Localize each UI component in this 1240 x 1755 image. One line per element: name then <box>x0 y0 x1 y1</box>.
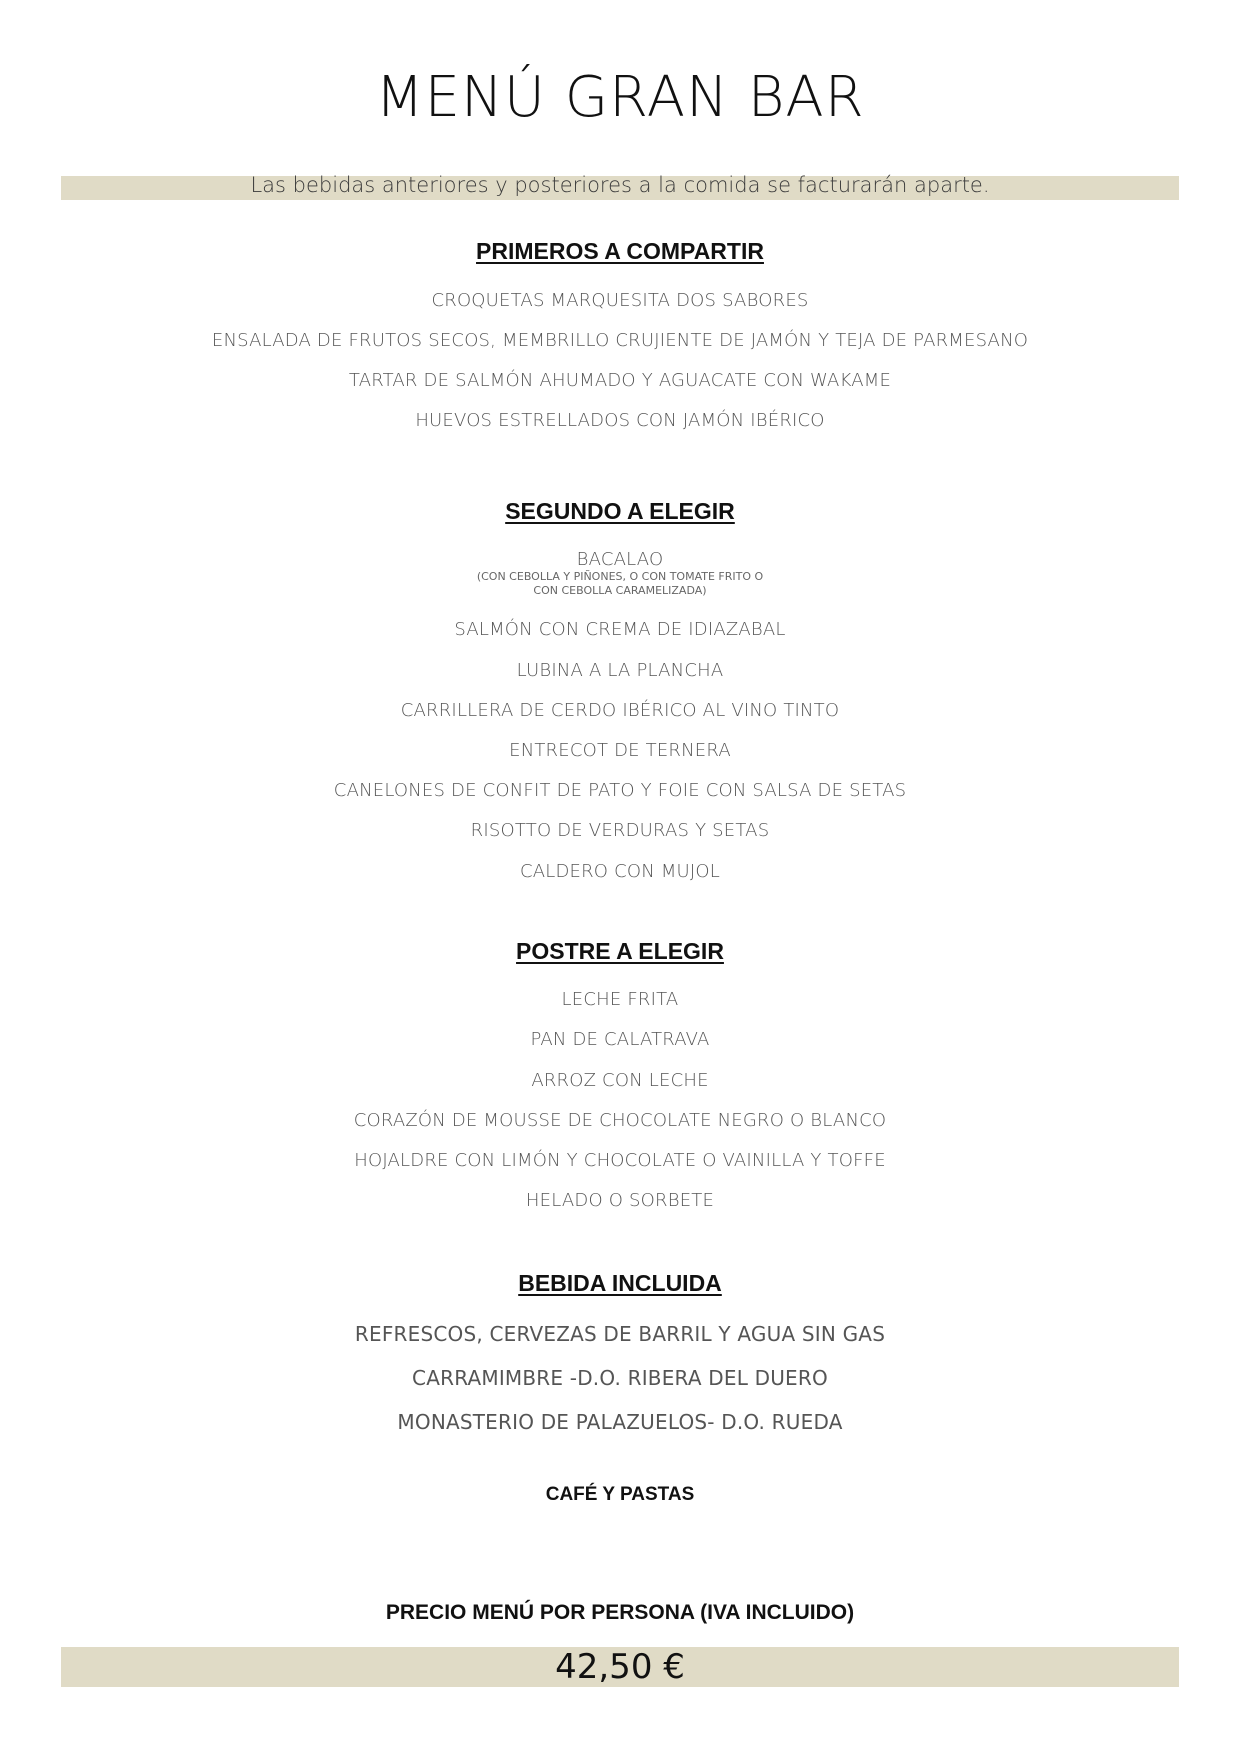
price-value: 42,50 € <box>555 1647 685 1687</box>
menu-item: CANELONES DE CONFIT DE PATO Y FOIE CON SALSA DE SETAS <box>333 780 907 801</box>
menu-item: LECHE FRITA <box>561 989 679 1010</box>
drink-item: MONASTERIO DE PALAZUELOS- D.O. RUEDA <box>397 1410 843 1434</box>
heading-bebida: BEBIDA INCLUIDA <box>518 1270 722 1296</box>
menu-item: HOJALDRE CON LIMÓN Y CHOCOLATE O VAINILLA Y TOFFE <box>354 1150 886 1171</box>
heading-primeros: PRIMEROS A COMPARTIR <box>476 238 764 264</box>
menu-item-note: (CON CEBOLLA Y PIÑONES, O CON TOMATE FRITO O <box>476 570 764 583</box>
heading-postre: POSTRE A ELEGIR <box>516 938 724 964</box>
menu-item: CARRILLERA DE CERDO IBÉRICO AL VINO TINTO <box>400 700 840 721</box>
menu-item-note: CON CEBOLLA CARAMELIZADA) <box>533 584 707 597</box>
drink-item: CARRAMIMBRE -D.O. RIBERA DEL DUERO <box>412 1366 828 1390</box>
menu-item: PAN DE CALATRAVA <box>530 1029 710 1050</box>
menu-item: CROQUETAS MARQUESITA DOS SABORES <box>431 290 809 311</box>
menu-item-bacalao: BACALAO <box>576 549 664 570</box>
menu-item: ENTRECOT DE TERNERA <box>509 740 731 761</box>
notice-text: Las bebidas anteriores y posteriores a la comida se facturarán aparte. <box>250 173 990 197</box>
menu-item: CALDERO CON MUJOL <box>519 861 721 882</box>
drink-item: REFRESCOS, CERVEZAS DE BARRIL Y AGUA SIN GAS <box>354 1322 886 1346</box>
menu-item: HUEVOS ESTRELLADOS CON JAMÓN IBÉRICO <box>415 410 825 431</box>
menu-item: HELADO O SORBETE <box>525 1190 715 1211</box>
menu-item: RISOTTO DE VERDURAS Y SETAS <box>470 820 770 841</box>
menu-item: ENSALADA DE FRUTOS SECOS, MEMBRILLO CRUJIENTE DE JAMÓN Y TEJA DE PARMESANO <box>211 330 1029 351</box>
menu-item: TARTAR DE SALMÓN AHUMADO Y AGUACATE CON WAKAME <box>348 370 892 391</box>
page-title: MENÚ GRAN BAR <box>375 65 865 130</box>
menu-item: ARROZ CON LECHE <box>531 1070 709 1091</box>
cafe-text: CAFÉ Y PASTAS <box>545 1484 695 1505</box>
menu-item: LUBINA A LA PLANCHA <box>516 660 724 681</box>
price-label: PRECIO MENÚ POR PERSONA (IVA INCLUIDO) <box>385 1601 855 1624</box>
menu-item: SALMÓN CON CREMA DE IDIAZABAL <box>454 619 786 640</box>
menu-item: CORAZÓN DE MOUSSE DE CHOCOLATE NEGRO O BLANCO <box>353 1110 887 1131</box>
heading-segundo: SEGUNDO A ELEGIR <box>505 498 735 524</box>
